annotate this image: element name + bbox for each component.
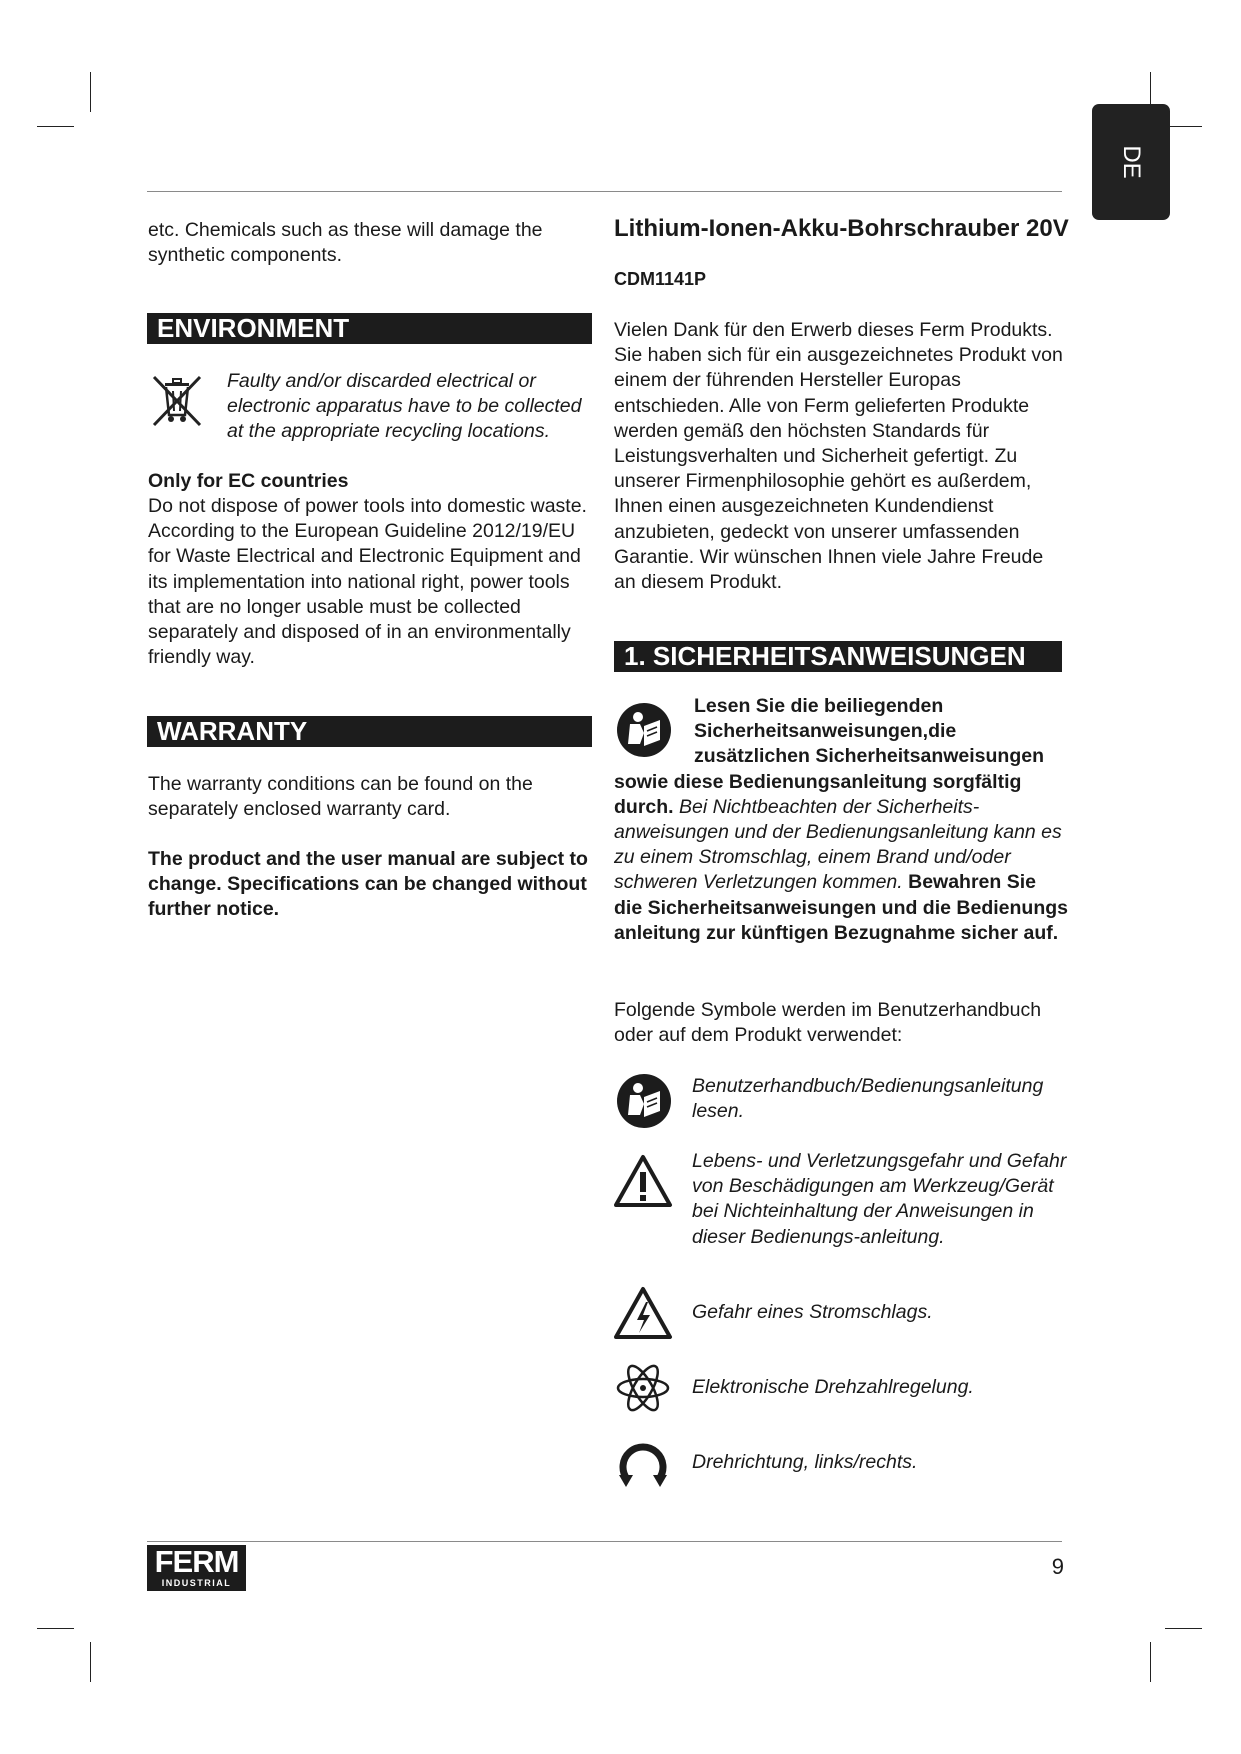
safety-read-bold-1: Lesen Sie die beiliegenden Sicherheitsanweisungen,die zusätzlichen Sicherheitsanweisungen sowie diese Bedienungsanleitung sorgfältig durch. bbox=[614, 695, 1045, 818]
warranty-notice: The product and the user manual are subject to change. Specifications can be changed without further notice. bbox=[148, 848, 588, 921]
logo-main-text: FERM bbox=[154, 1544, 239, 1579]
footer-rule bbox=[147, 1541, 1062, 1542]
model-number: CDM1141P bbox=[614, 269, 707, 289]
warranty-text: The warranty conditions can be found on the separately enclosed warranty card. bbox=[148, 773, 533, 821]
read-manual-icon bbox=[614, 1071, 674, 1131]
crop-mark bbox=[37, 126, 74, 127]
crop-mark bbox=[37, 1628, 74, 1629]
warranty-heading: WARRANTY bbox=[147, 716, 592, 747]
language-tab-label: DE bbox=[1118, 145, 1145, 179]
safety-read-italic: Bei Nichtbeachten der Sicherheits-anweisungen und der Bedienungsanleitung kann es zu einem Stromschlag, einem Brand und/oder schweren Verletzungen kommen. bbox=[614, 795, 1062, 894]
logo-sub-text: INDUSTRIAL bbox=[161, 1578, 232, 1588]
symbol-label: Drehrichtung, links/rechts. bbox=[692, 1451, 918, 1473]
ec-countries-text: Do not dispose of power tools into domestic waste. According to the European Guideline 2012/19/EU for Waste Electrical and Electronic Equipment and its implementation into national right, power tools that are no longer usable must be collected separately and disposed of in an environmentally friendly way. bbox=[148, 495, 587, 669]
crop-mark bbox=[90, 72, 91, 112]
rotation-direction-icon bbox=[613, 1435, 673, 1491]
ferm-logo bbox=[147, 1545, 246, 1591]
electric-shock-icon bbox=[613, 1285, 673, 1341]
weee-note: Faulty and/or discarded electrical or electronic apparatus have to be collected at the appropriate recycling locations. bbox=[227, 370, 582, 443]
safety-heading: 1. SICHERHEITSANWEISUNGEN bbox=[614, 641, 1062, 672]
symbol-label: Lebens- und Verletzungsgefahr und Gefahr von Beschädigungen am Werkzeug/Gerät bei Nichteinhaltung der Anweisungen in dieser Bedienungs-anleitung. bbox=[692, 1150, 1067, 1248]
crop-mark bbox=[1165, 1628, 1202, 1629]
symbols-intro: Folgende Symbole werden im Benutzerhandbuch oder auf dem Produkt verwendet: bbox=[614, 999, 1042, 1047]
crop-mark bbox=[90, 1642, 91, 1682]
crossed-bin-icon bbox=[150, 373, 204, 429]
header-rule bbox=[147, 191, 1062, 192]
symbol-label: Gefahr eines Stromschlags. bbox=[692, 1301, 933, 1323]
environment-heading: ENVIRONMENT bbox=[147, 313, 592, 344]
product-title: Lithium-Ionen-Akku-Bohrschrauber 20V bbox=[614, 215, 1069, 242]
language-tab bbox=[1092, 104, 1170, 220]
left-intro: etc. Chemicals such as these will damage the synthetic components. bbox=[148, 219, 543, 267]
symbol-label: Benutzerhandbuch/Bedienungsanleitung lesen. bbox=[692, 1075, 1044, 1123]
crop-mark bbox=[1150, 1642, 1151, 1682]
page-number: 9 bbox=[1051, 1554, 1064, 1579]
ec-countries-title: Only for EC countries bbox=[148, 470, 349, 492]
warning-triangle-icon bbox=[613, 1153, 673, 1209]
right-intro: Vielen Dank für den Erwerb dieses Ferm Produkts. Sie haben sich für ein ausgezeichnetes Produkt von einem der führenden Hersteller Europas entschieden. Alle von Ferm gelieferten Produkte werden gemäß den höchsten Standards für Leistungsverhalten und Sicherheit gefertigt. Zu unserer Firmenphilosophie gehört es außerdem, Ihnen einen ausgezeichneten Kundendienst anzubieten, gedeckt von unserer umfassenden Garantie. Wir wünschen Ihnen viele Jahre Freude an diesem Produkt. bbox=[614, 319, 1063, 594]
symbol-label: Elektronische Drehzahlregelung. bbox=[692, 1376, 974, 1398]
safety-read-block bbox=[614, 694, 1069, 946]
safety-read-bold-2: Bewahren Sie die Sicherheitsanweisungen und die Bedienungs anleitung zur künftigen Bezugnahme sicher auf. bbox=[614, 871, 1068, 944]
crop-mark bbox=[1165, 126, 1202, 127]
electronic-speed-icon bbox=[615, 1363, 671, 1413]
